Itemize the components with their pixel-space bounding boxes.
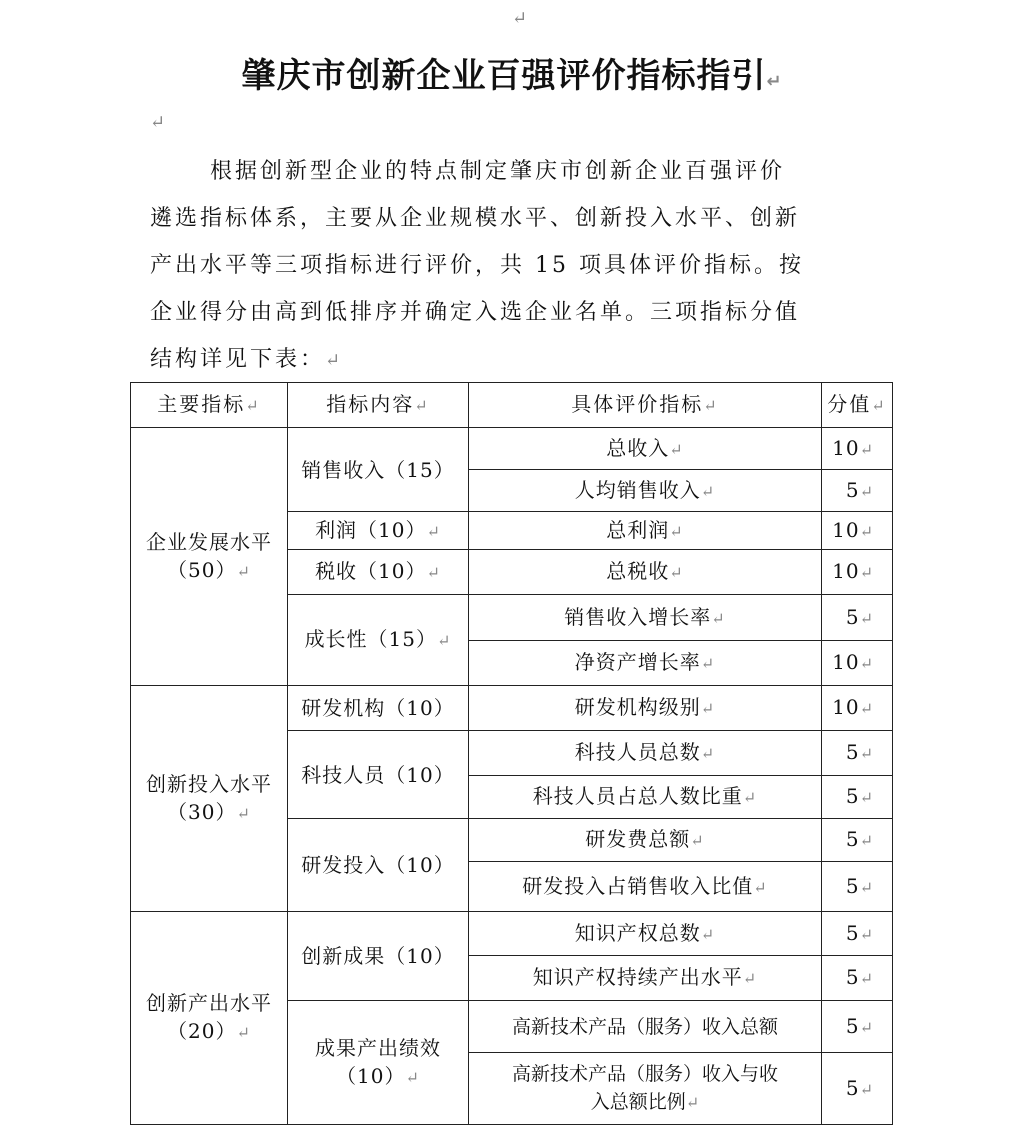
content-cell: 利润（10）↵	[288, 512, 469, 550]
indicator-cell: 净资产增长率↵	[469, 641, 822, 686]
score-cell: 5↵	[822, 956, 893, 1001]
indicator-cell: 总利润↵	[469, 512, 822, 550]
indicator-cell: 科技人员占总人数比重↵	[469, 776, 822, 819]
table-row	[131, 686, 893, 731]
paragraph-mark-icon: ↵	[325, 350, 344, 371]
score-cell: 5↵	[822, 819, 893, 862]
score-cell: 5↵	[822, 862, 893, 912]
score-cell: 5↵	[822, 1001, 893, 1053]
content-cell: 创新成果（10）	[288, 912, 469, 1001]
header-indicator-content: 指标内容↵	[288, 383, 469, 428]
table-row	[131, 428, 893, 470]
score-cell: 5↵	[822, 731, 893, 776]
group-cell: 创新投入水平 （30）↵	[131, 686, 288, 912]
indicator-cell: 研发费总额↵	[469, 819, 822, 862]
score-cell: 5↵	[822, 912, 893, 956]
indicator-cell: 研发投入占销售收入比值↵	[469, 862, 822, 912]
content-cell: 研发机构（10）	[288, 686, 469, 731]
intro-line: 根据创新型企业的特点制定肇庆市创新企业百强评价	[210, 159, 786, 184]
content-cell: 科技人员（10）	[288, 731, 469, 819]
paragraph-mark-icon: ↵	[512, 8, 528, 29]
content-cell: 销售收入（15）	[288, 428, 469, 512]
header-score: 分值↵	[822, 383, 893, 428]
indicator-cell: 总收入↵	[469, 428, 822, 470]
indicator-cell: 人均销售收入↵	[469, 470, 822, 512]
score-cell: 10↵	[822, 512, 893, 550]
score-cell: 10↵	[822, 550, 893, 595]
indicator-cell: 研发机构级别↵	[469, 686, 822, 731]
intro-line: 遴选指标体系，主要从企业规模水平、创新投入水平、创新	[150, 206, 801, 231]
header-main-indicator: 主要指标↵	[131, 383, 288, 428]
content-cell: 成长性（15）↵	[288, 595, 469, 686]
paragraph-mark-icon: ↵	[766, 71, 783, 92]
indicator-cell: 销售收入增长率↵	[469, 595, 822, 641]
group-cell: 企业发展水平 （50）↵	[131, 428, 288, 686]
header-specific-indicator: 具体评价指标↵	[469, 383, 822, 428]
content-cell: 税收（10）↵	[288, 550, 469, 595]
score-cell: 5↵	[822, 1053, 893, 1125]
intro-line: 企业得分由高到低排序并确定入选企业名单。三项指标分值	[150, 300, 801, 325]
score-cell: 5↵	[822, 470, 893, 512]
indicator-cell: 科技人员总数↵	[469, 731, 822, 776]
table-row	[131, 912, 893, 956]
intro-line: 产出水平等三项指标进行评价，共 15 项具体评价指标。按	[150, 253, 804, 278]
content-cell: 研发投入（10）	[288, 819, 469, 912]
group-cell: 创新产出水平 （20）↵	[131, 912, 288, 1125]
table-header-row	[131, 383, 893, 428]
content-cell: 成果产出绩效 （10）↵	[288, 1001, 469, 1125]
indicator-cell: 总税收↵	[469, 550, 822, 595]
indicator-cell: 高新技术产品（服务）收入与收 入总额比例↵	[469, 1053, 822, 1125]
indicator-cell: 知识产权持续产出水平↵	[469, 956, 822, 1001]
document-title: 肇庆市创新企业百强评价指标指引↵	[241, 56, 783, 96]
score-cell: 10↵	[822, 641, 893, 686]
score-cell: 5↵	[822, 595, 893, 641]
intro-paragraph	[150, 148, 880, 384]
criteria-table	[130, 382, 893, 1125]
score-cell: 10↵	[822, 428, 893, 470]
paragraph-mark-icon: ↵	[150, 112, 166, 133]
score-cell: 5↵	[822, 776, 893, 819]
indicator-cell: 知识产权总数↵	[469, 912, 822, 956]
intro-line: 结构详见下表：↵	[150, 347, 344, 372]
indicator-cell: 高新技术产品（服务）收入总额	[469, 1001, 822, 1053]
score-cell: 10↵	[822, 686, 893, 731]
